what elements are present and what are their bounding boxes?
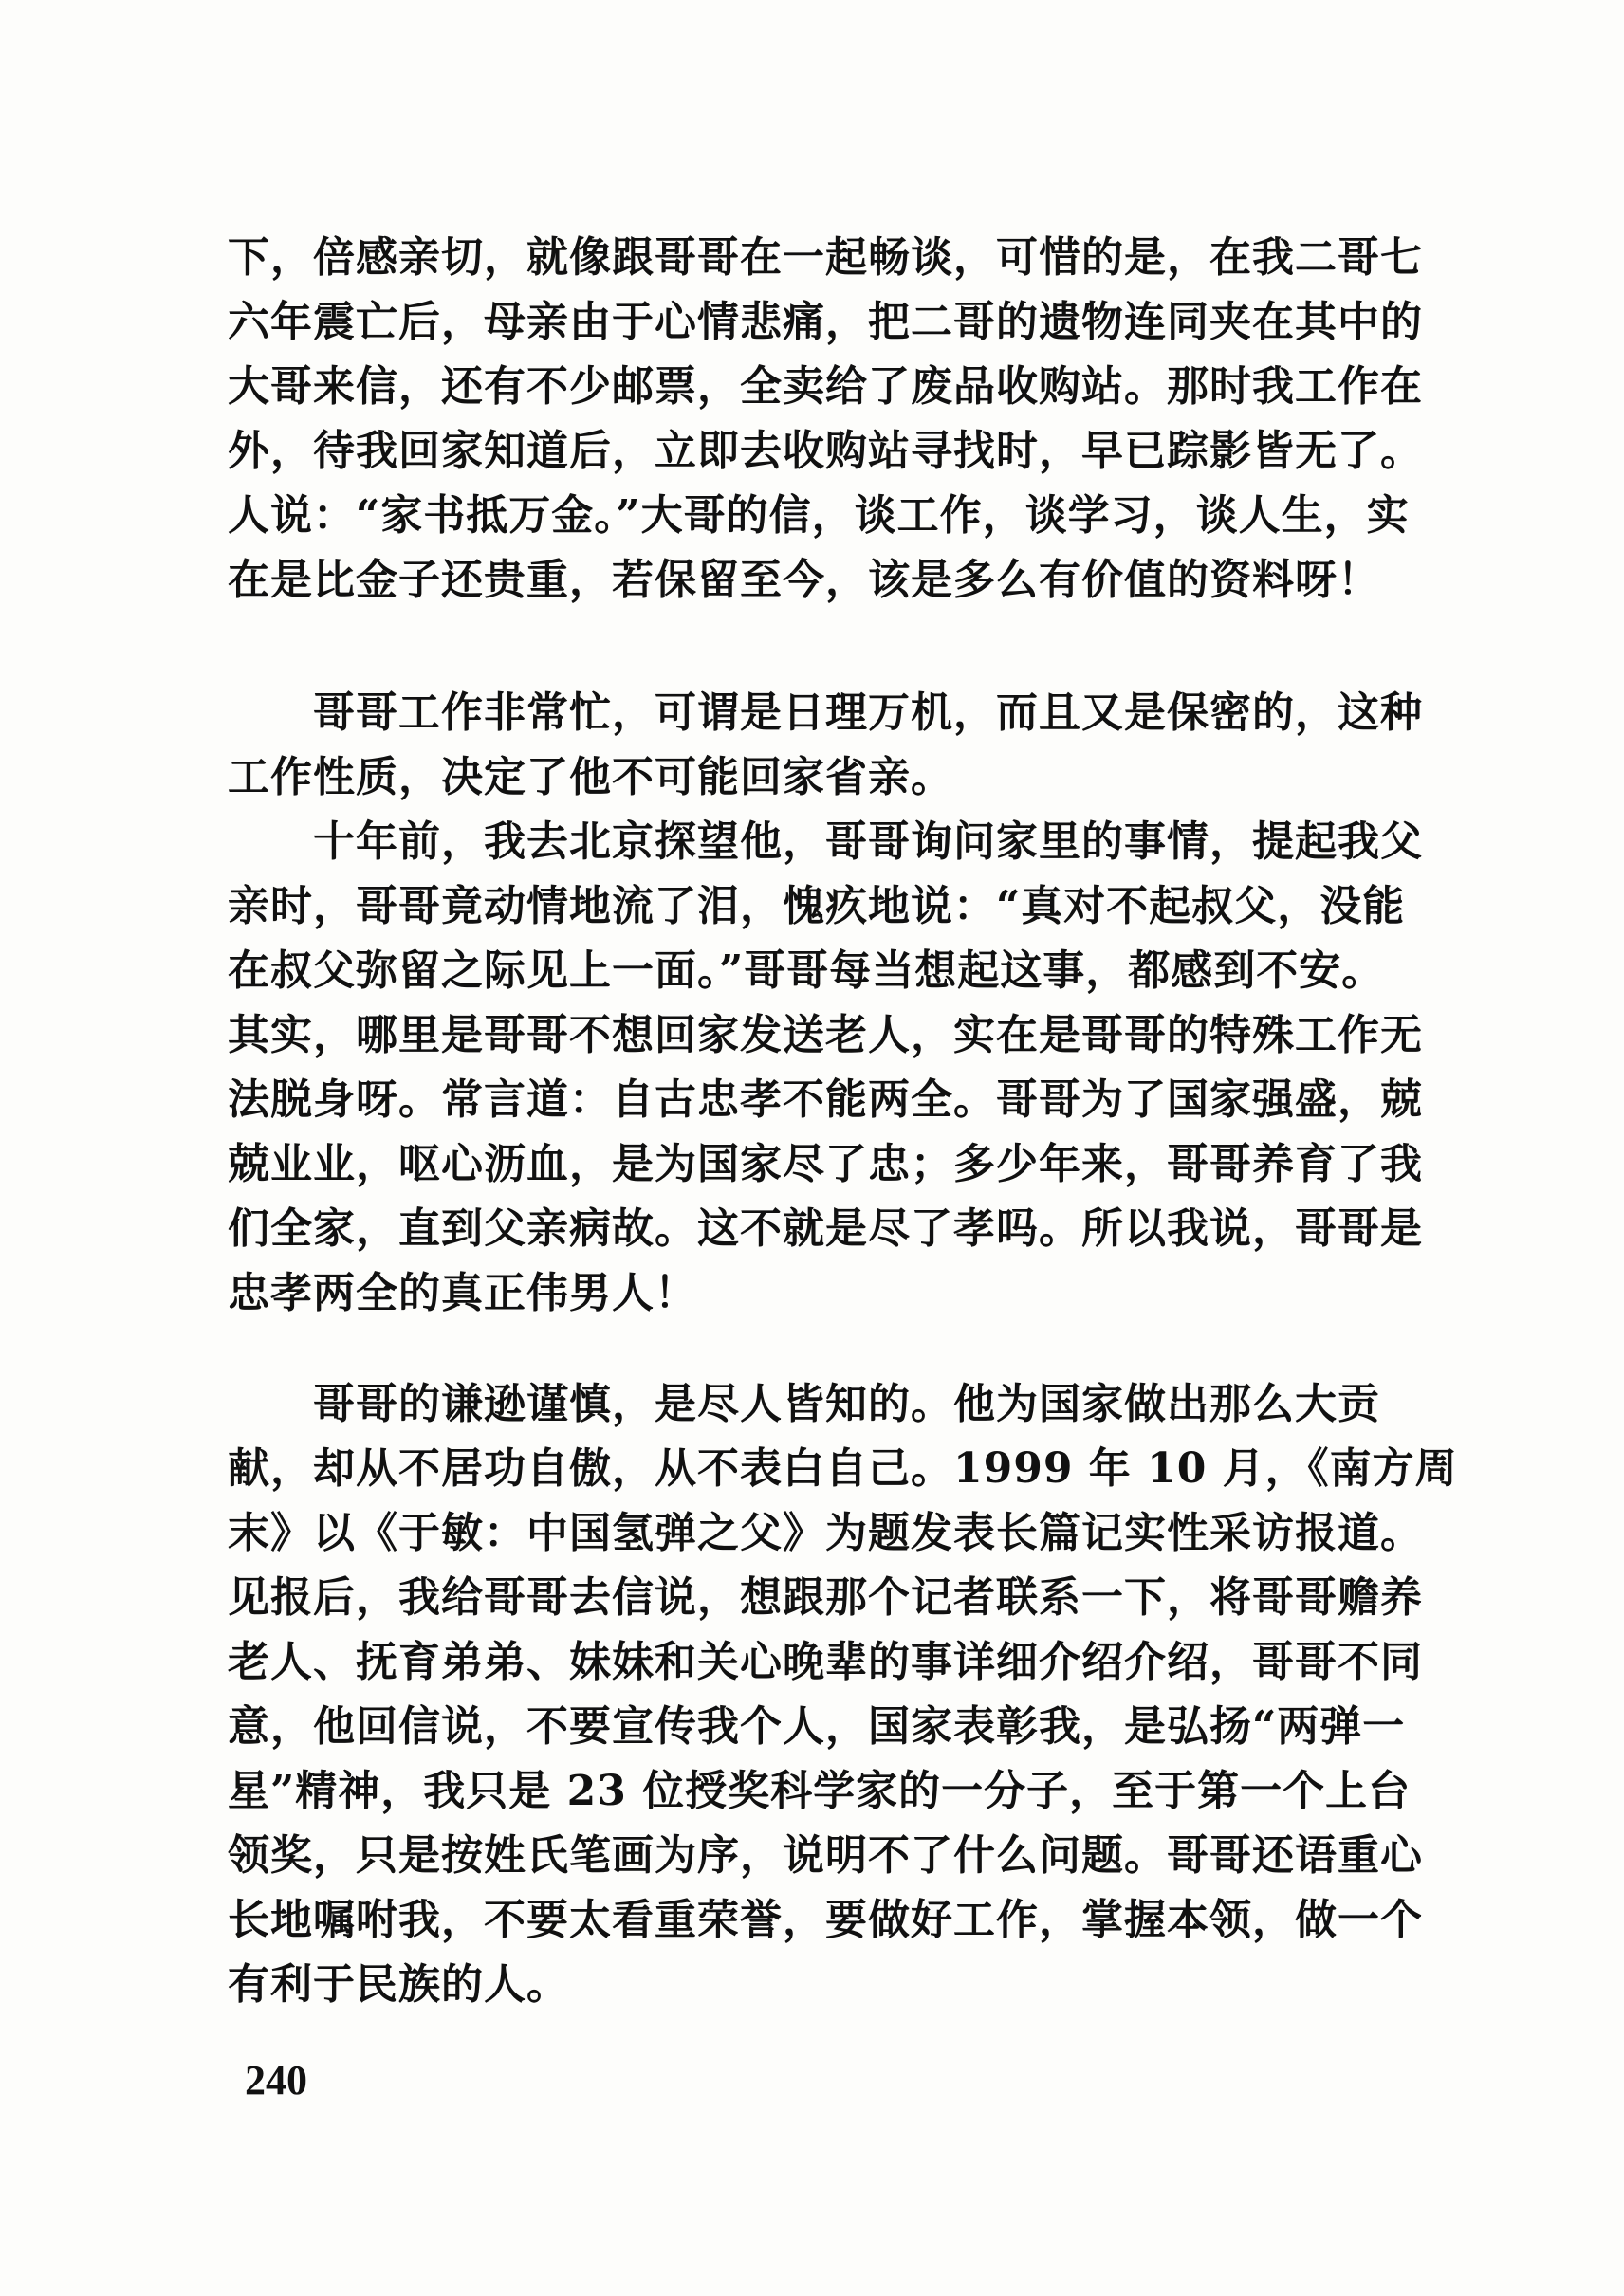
paragraph-modesty bbox=[228, 1372, 1458, 2017]
text-line: 外，待我回家知道后，立即去收购站寻找时，早已踪影皆无了。 bbox=[228, 427, 1423, 475]
text-line: 人说：“家书抵万金。”大哥的信，谈工作，谈学习，谈人生，实 bbox=[228, 491, 1410, 540]
text-line: 在是比金子还贵重，若保留至今，该是多么有价值的资料呀！ bbox=[228, 556, 1380, 604]
text-line: 大哥来信，还有不少邮票，全卖给了废品收购站。那时我工作在 bbox=[228, 362, 1423, 411]
paragraph-family-letters bbox=[228, 226, 1423, 613]
text-line: 末》以《于敏：中国氢弹之父》为题发表长篇记实性采访报道。 bbox=[228, 1509, 1423, 1557]
text-line: 老人、抚育弟弟、妹妹和关心晚辈的事详细介绍介绍，哥哥不同 bbox=[228, 1638, 1423, 1686]
text-line: 忠孝两全的真正伟男人！ bbox=[228, 1269, 697, 1317]
paragraph-loyalty-filial bbox=[228, 681, 1423, 1326]
text-line: 领奖，只是按姓氏笔画为序，说明不了什么问题。哥哥还语重心 bbox=[228, 1831, 1423, 1880]
text-line: 亲时，哥哥竟动情地流了泪，愧疚地说：“真对不起叔父，没能 bbox=[228, 882, 1406, 930]
text-line: 有利于民族的人。 bbox=[228, 1960, 569, 2009]
text-line: 见报后，我给哥哥去信说，想跟那个记者联系一下，将哥哥赡养 bbox=[228, 1573, 1423, 1622]
text-line: 在叔父弥留之际见上一面。”哥哥每当想起这事，都感到不安。 bbox=[228, 946, 1385, 995]
text-line: 兢业业，呕心沥血，是为国家尽了忠；多少年来，哥哥养育了我 bbox=[228, 1140, 1423, 1188]
text-line: 长地嘱咐我，不要太看重荣誉，要做好工作，掌握本领，做一个 bbox=[228, 1896, 1423, 1944]
text-line: 下，倍感亲切，就像跟哥哥在一起畅谈，可惜的是，在我二哥七 bbox=[228, 233, 1423, 282]
text-line: 意，他回信说，不要宣传我个人，国家表彰我，是弘扬“两弹一 bbox=[228, 1702, 1406, 1751]
text-line: 哥哥的谦逊谨慎，是尽人皆知的。他为国家做出那么大贡 bbox=[228, 1380, 1380, 1428]
text-line: 其实，哪里是哥哥不想回家发送老人，实在是哥哥的特殊工作无 bbox=[228, 1011, 1423, 1059]
text-line: 工作性质，决定了他不可能回家省亲。 bbox=[228, 753, 953, 801]
text-line: 献，却从不居功自傲，从不表白自己。1999 年 10 月，《南方周 bbox=[228, 1444, 1458, 1493]
text-line: 法脱身呀。常言道：自古忠孝不能两全。哥哥为了国家强盛，兢 bbox=[228, 1075, 1423, 1124]
page-number: 240 bbox=[245, 2057, 307, 2103]
text-line: 星”精神，我只是 23 位授奖科学家的一分子，至于第一个上台 bbox=[228, 1767, 1412, 1815]
text-line: 十年前，我去北京探望他，哥哥询问家里的事情，提起我父 bbox=[228, 817, 1423, 866]
text-line: 六年震亡后，母亲由于心情悲痛，把二哥的遗物连同夹在其中的 bbox=[228, 298, 1423, 346]
text-line: 哥哥工作非常忙，可谓是日理万机，而且又是保密的，这种 bbox=[228, 689, 1423, 737]
text-line: 们全家，直到父亲病故。这不就是尽了孝吗。所以我说，哥哥是 bbox=[228, 1204, 1423, 1253]
